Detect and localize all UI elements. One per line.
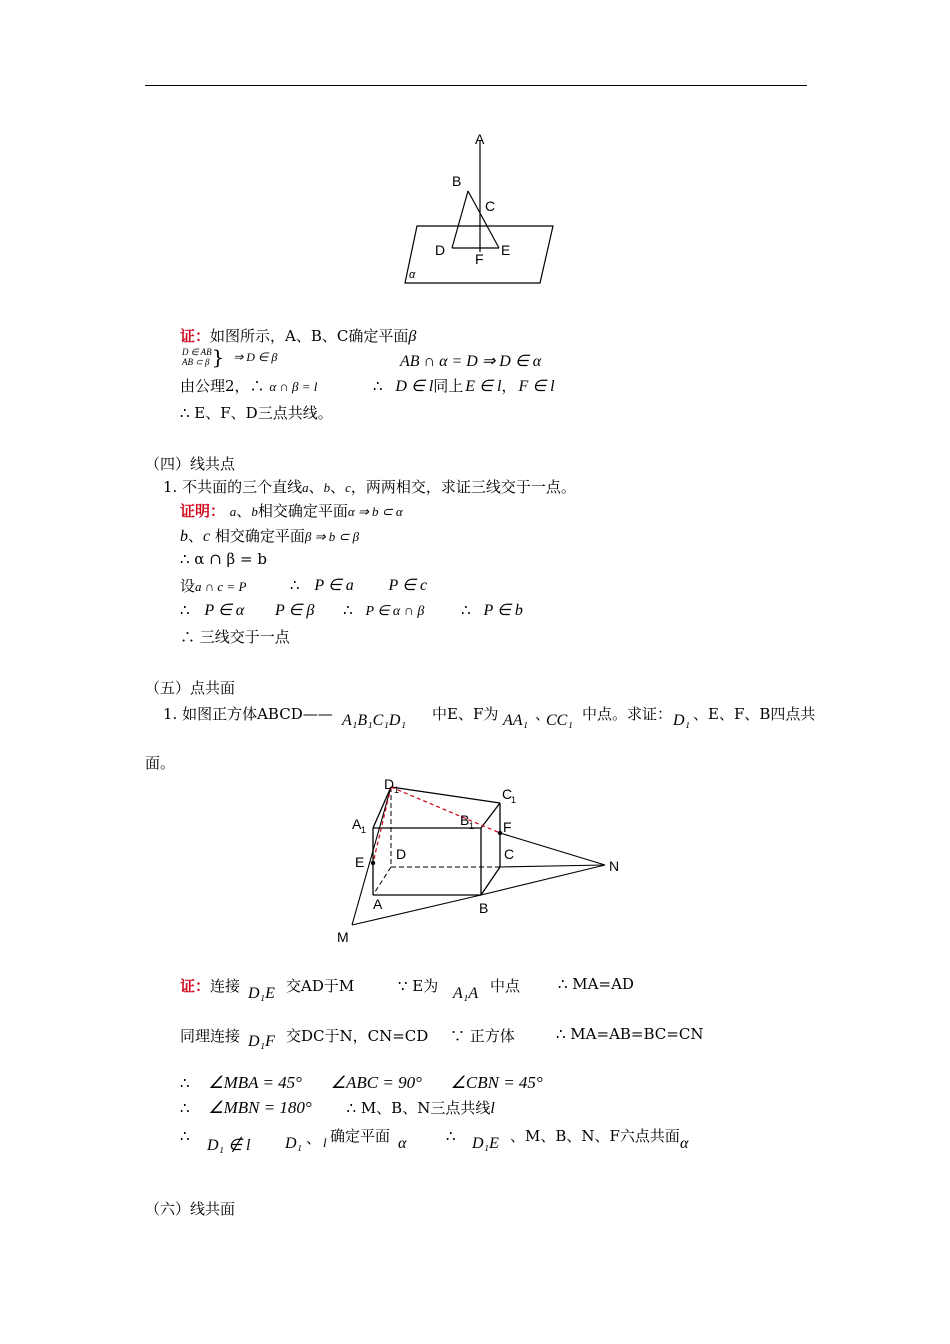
proof1-line4: ∴ E、F、D三点共线。 — [180, 404, 333, 422]
section5-proof-line1-c: ∵ E为 — [398, 977, 439, 995]
point-E — [371, 861, 375, 865]
section5-problem-b: 中E、F为 — [432, 705, 499, 723]
section5-proof-line5-f: 、M、B、N、F六点共面 — [510, 1127, 680, 1145]
proof1-line3-right: ∴ D ∈ l同上 E ∈ l， F ∈ l — [373, 377, 555, 395]
section5-proof-line1-d: 中点 — [490, 977, 521, 995]
section4-proof-line5: ∴ P ∈ α P ∈ β ∴ P ∈ α ∩ β ∴ P ∈ b — [180, 601, 523, 619]
section5-problem-d1: D₁ — [673, 712, 691, 729]
proof1-line2-right: AB ∩ α = D ⇒ D ∈ α — [400, 353, 542, 370]
header-rule — [145, 85, 807, 86]
section4-problem: 1. 不共面的三个直线a、b、c，两两相交，求证三线交于一点。 — [163, 478, 576, 496]
label-A1: A — [352, 816, 362, 832]
section5-proof-line2-c: ∵ 正方体 — [450, 1027, 515, 1045]
label-D1-sub: 1 — [394, 785, 400, 795]
label-B1: B — [460, 812, 470, 828]
label-A: A — [475, 131, 485, 147]
line-MB — [352, 895, 481, 925]
label-B: B — [479, 900, 489, 916]
label-N: N — [609, 858, 620, 874]
section6-heading: （六）线共面 — [145, 1200, 236, 1218]
label-A1-sub: 1 — [361, 825, 367, 835]
section5-problem-sep: 、 — [535, 705, 551, 723]
label-E: E — [501, 242, 511, 258]
section5-proof-line2-b: 交DC于N，CN=CD — [286, 1027, 429, 1045]
label-E: E — [355, 854, 365, 870]
section5-problem-a: 1. 如图正方体ABCD—— — [163, 705, 333, 723]
section5-proof-line5-b: D₁ ∉ l — [207, 1137, 251, 1154]
label-alpha: α — [409, 269, 416, 281]
section5-proof-line5-d: 确定平面 — [330, 1127, 391, 1145]
section5-proof-d1e: D₁E — [248, 985, 275, 1002]
line-CN — [500, 865, 605, 867]
section5-proof-d1f: D₁F — [248, 1033, 275, 1050]
section5-proof-line4: ∴ ∠MBN = 180° ∴ M、B、N三点共线l — [180, 1098, 495, 1117]
label-D: D — [435, 242, 446, 258]
section4-heading: （四）线共点 — [145, 455, 236, 473]
section4-proof-line3: ∴ α ∩ β = b — [180, 550, 267, 568]
section4-proof-line4-right: ∴ P ∈ a P ∈ c — [290, 576, 428, 594]
proof1-line2: D ∈ AB AB ⊂ β } ⇒ D ∈ β — [182, 345, 278, 369]
label-B1-sub: 1 — [469, 821, 475, 831]
figure-cube — [330, 775, 630, 947]
edge-B1C1 — [481, 803, 500, 828]
label-D1: D — [384, 776, 395, 792]
label-M: M — [337, 929, 349, 945]
label-B: B — [452, 173, 462, 189]
section5-proof-line5-e: ∴ — [446, 1127, 456, 1145]
section5-problem-cc1: CC₁ — [546, 712, 573, 729]
label-C: C — [504, 846, 515, 862]
section5-proof-line5-sep: 、 — [306, 1129, 322, 1147]
hidden-DA — [373, 867, 391, 895]
section4-proof-line2: b、c 相交确定平面β ⇒ b ⊂ β — [180, 527, 360, 545]
line-FN — [500, 833, 605, 865]
section5-proof-line5-a: ∴ — [180, 1127, 190, 1145]
proof1-line1: 证：如图所示，A、B、C确定平面β — [180, 327, 417, 345]
section5-proof-line5-alpha: α — [398, 1135, 407, 1152]
label-F: F — [503, 819, 512, 835]
section5-proof-line1-b: 交AD于M — [286, 977, 355, 995]
section5-problem-aa1: AA₁ — [503, 712, 529, 729]
section5-problem-c: 中点。求证： — [582, 705, 673, 723]
line-BD — [452, 191, 468, 248]
edge-D1A1 — [373, 787, 391, 828]
section4-proof-line1: 证明： a、b相交确定平面α ⇒ b ⊂ α — [180, 502, 403, 520]
section5-problem-wrap: 面。 — [145, 754, 176, 772]
section4-proof-line6: ∴ 三线交于一点 — [180, 628, 290, 646]
edge-D1C1 — [391, 787, 500, 803]
section5-proof-line2-d: ∴ MA=AB=BC=CN — [556, 1025, 704, 1043]
label-D: D — [396, 846, 407, 862]
section5-proof-a1a: A₁A — [453, 985, 479, 1002]
section5-problem-d: 、E、F、B四点共 — [693, 705, 816, 723]
line-BN — [481, 865, 605, 895]
point-F — [498, 831, 502, 835]
proof1-line3: 由公理2，∴ α ∩ β = l — [180, 377, 318, 395]
label-F: F — [475, 251, 484, 267]
section5-proof-line5-alpha2: α — [680, 1135, 689, 1152]
label-C1: C — [502, 786, 513, 802]
red-D1F — [391, 787, 500, 833]
label-C1-sub: 1 — [511, 795, 517, 805]
section5-heading: （五）点共面 — [145, 679, 236, 697]
label-C: C — [485, 198, 496, 214]
section5-problem-cube: A₁B₁C₁D₁ — [342, 712, 407, 729]
section4-proof-line4: 设a ∩ c = P — [180, 577, 247, 595]
section5-proof-line5-c: D₁ — [285, 1135, 303, 1152]
label-A: A — [373, 896, 383, 912]
section5-proof-line1-e: ∴ MA=AD — [558, 975, 634, 993]
section5-proof-line2: 同理连接 — [180, 1027, 241, 1045]
section5-proof-line5-d1e: D₁E — [472, 1135, 499, 1152]
section5-proof-line1: 证：连接 — [180, 977, 241, 995]
figure-plane-triangle — [395, 128, 565, 288]
section5-proof-line3: ∴ ∠MBA = 45° ∠ABC = 90° ∠CBN = 45° — [180, 1073, 543, 1092]
section5-proof-line5-l: l — [323, 1135, 327, 1150]
